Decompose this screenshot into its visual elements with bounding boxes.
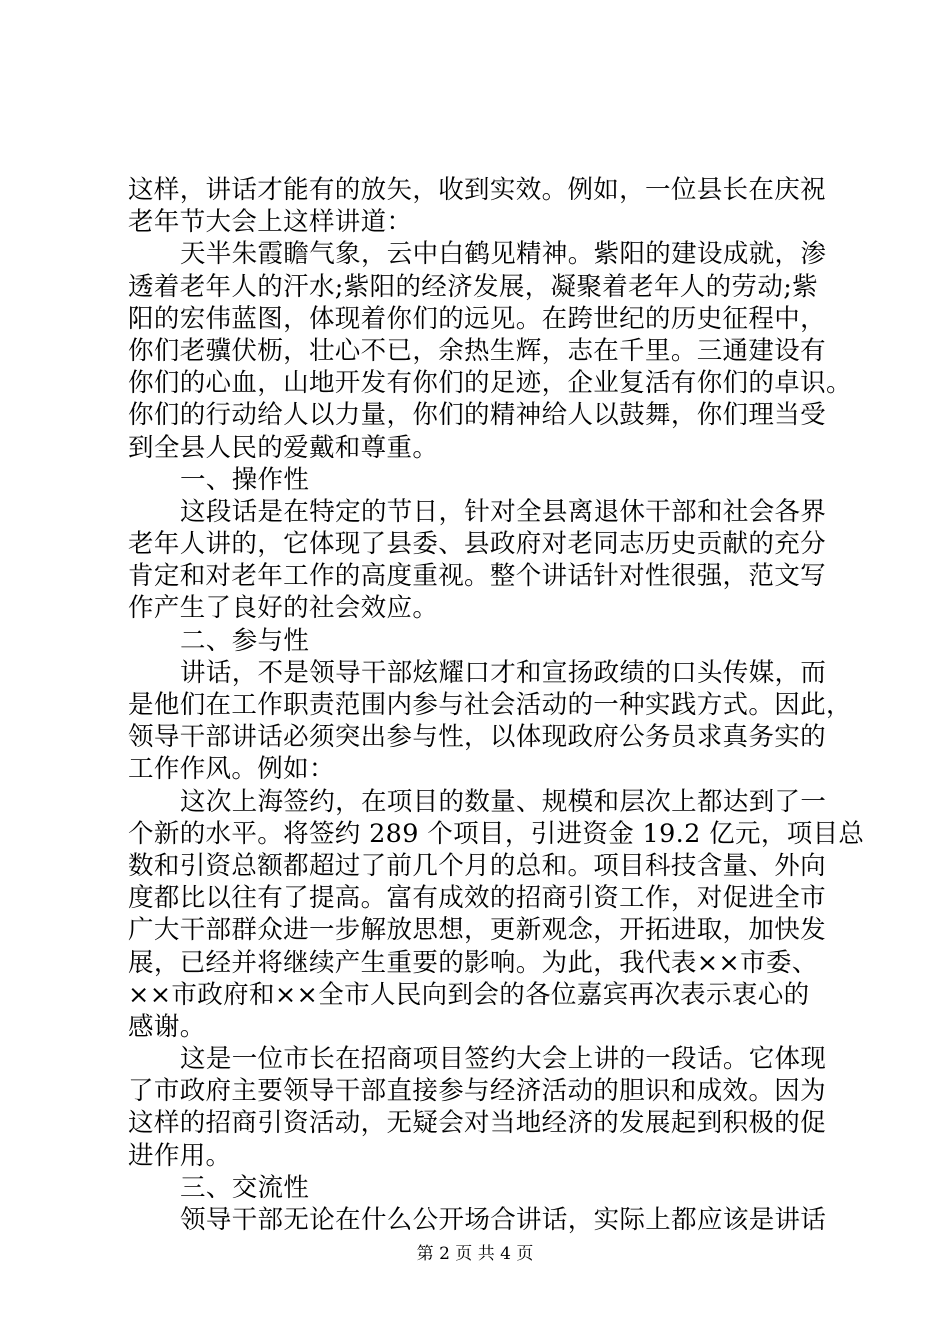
document-body	[128, 174, 865, 1236]
text-line: 老年节大会上这样讲道：	[128, 207, 413, 238]
text-line: 老年人讲的，它体现了县委、县政府对老同志历史贡献的充分	[128, 529, 826, 560]
text-line: 这次上海签约，在项目的数量、规模和层次上都达到了一	[180, 786, 827, 817]
text-line: 你们的心血，山地开发有你们的足迹，企业复活有你们的卓识。	[128, 368, 852, 399]
text-line: 这是一位市长在招商项目签约大会上讲的一段话。它体现	[180, 1044, 827, 1075]
text-line: 到全县人民的爱戴和尊重。	[128, 432, 439, 463]
text-line: 你们的行动给人以力量，你们的精神给人以鼓舞，你们理当受	[128, 400, 826, 431]
text-line: 作产生了良好的社会效应。	[128, 593, 439, 624]
text-line: 是他们在工作职责范围内参与社会活动的一种实践方式。因此，	[128, 690, 852, 720]
text-line: 感谢。	[128, 1011, 206, 1042]
page-number-footer: 第 2 页 共 4 页	[416, 1244, 534, 1264]
text-line: 了市政府主要领导干部直接参与经济活动的胆识和成效。因为	[128, 1076, 826, 1107]
text-line: 工作作风。例如：	[128, 754, 335, 785]
text-line: 透着老年人的汗水;紫阳的经济发展，凝聚着老年人的劳动;紫	[128, 271, 818, 302]
text-line: 肯定和对老年工作的高度重视。整个讲话针对性很强，范文写	[128, 561, 826, 592]
text-line: 二、参与性	[180, 625, 310, 656]
text-line: 这样的招商引资活动，无疑会对当地经济的发展起到积极的促	[128, 1108, 826, 1139]
text-line: 进作用。	[128, 1140, 232, 1171]
text-line: 天半朱霞瞻气象，云中白鹤见精神。紫阳的建设成就，渗	[180, 239, 827, 270]
text-line: 讲话，不是领导干部炫耀口才和宣扬政绩的口头传媒，而	[180, 657, 827, 688]
text-line: 这段话是在特定的节日，针对全县离退休干部和社会各界	[180, 496, 827, 527]
text-line: 阳的宏伟蓝图，体现着你们的远见。在跨世纪的历史征程中，	[128, 303, 826, 334]
text-line: 个新的水平。将签约 289 个项目，引进资金 19.2 亿元，项目总	[128, 818, 865, 849]
text-line: 领导干部讲话必须突出参与性，以体现政府公务员求真务实的	[128, 722, 826, 753]
text-line: 这样，讲话才能有的放矢，收到实效。例如，一位县长在庆祝	[128, 175, 826, 205]
text-line: ××市政府和××全市人民向到会的各位嘉宾再次表示衷心的	[128, 979, 810, 1010]
text-line: 一、操作性	[180, 464, 310, 495]
text-line: 领导干部无论在什么公开场合讲话，实际上都应该是讲话	[180, 1205, 827, 1235]
text-line: 数和引资总额都超过了前几个月的总和。项目科技含量、外向	[128, 850, 826, 881]
text-line: 你们老骥伏枥，壮心不已，余热生辉，志在千里。三通建设有	[128, 335, 826, 366]
text-line: 广大干部群众进一步解放思想，更新观念，开拓进取，加快发	[128, 915, 826, 946]
text-line: 度都比以往有了提高。富有成效的招商引资工作，对促进全市	[128, 883, 826, 914]
text-line: 展，已经并将继续产生重要的影响。为此，我代表××市委、	[128, 947, 818, 978]
text-line: 三、交流性	[180, 1172, 310, 1203]
